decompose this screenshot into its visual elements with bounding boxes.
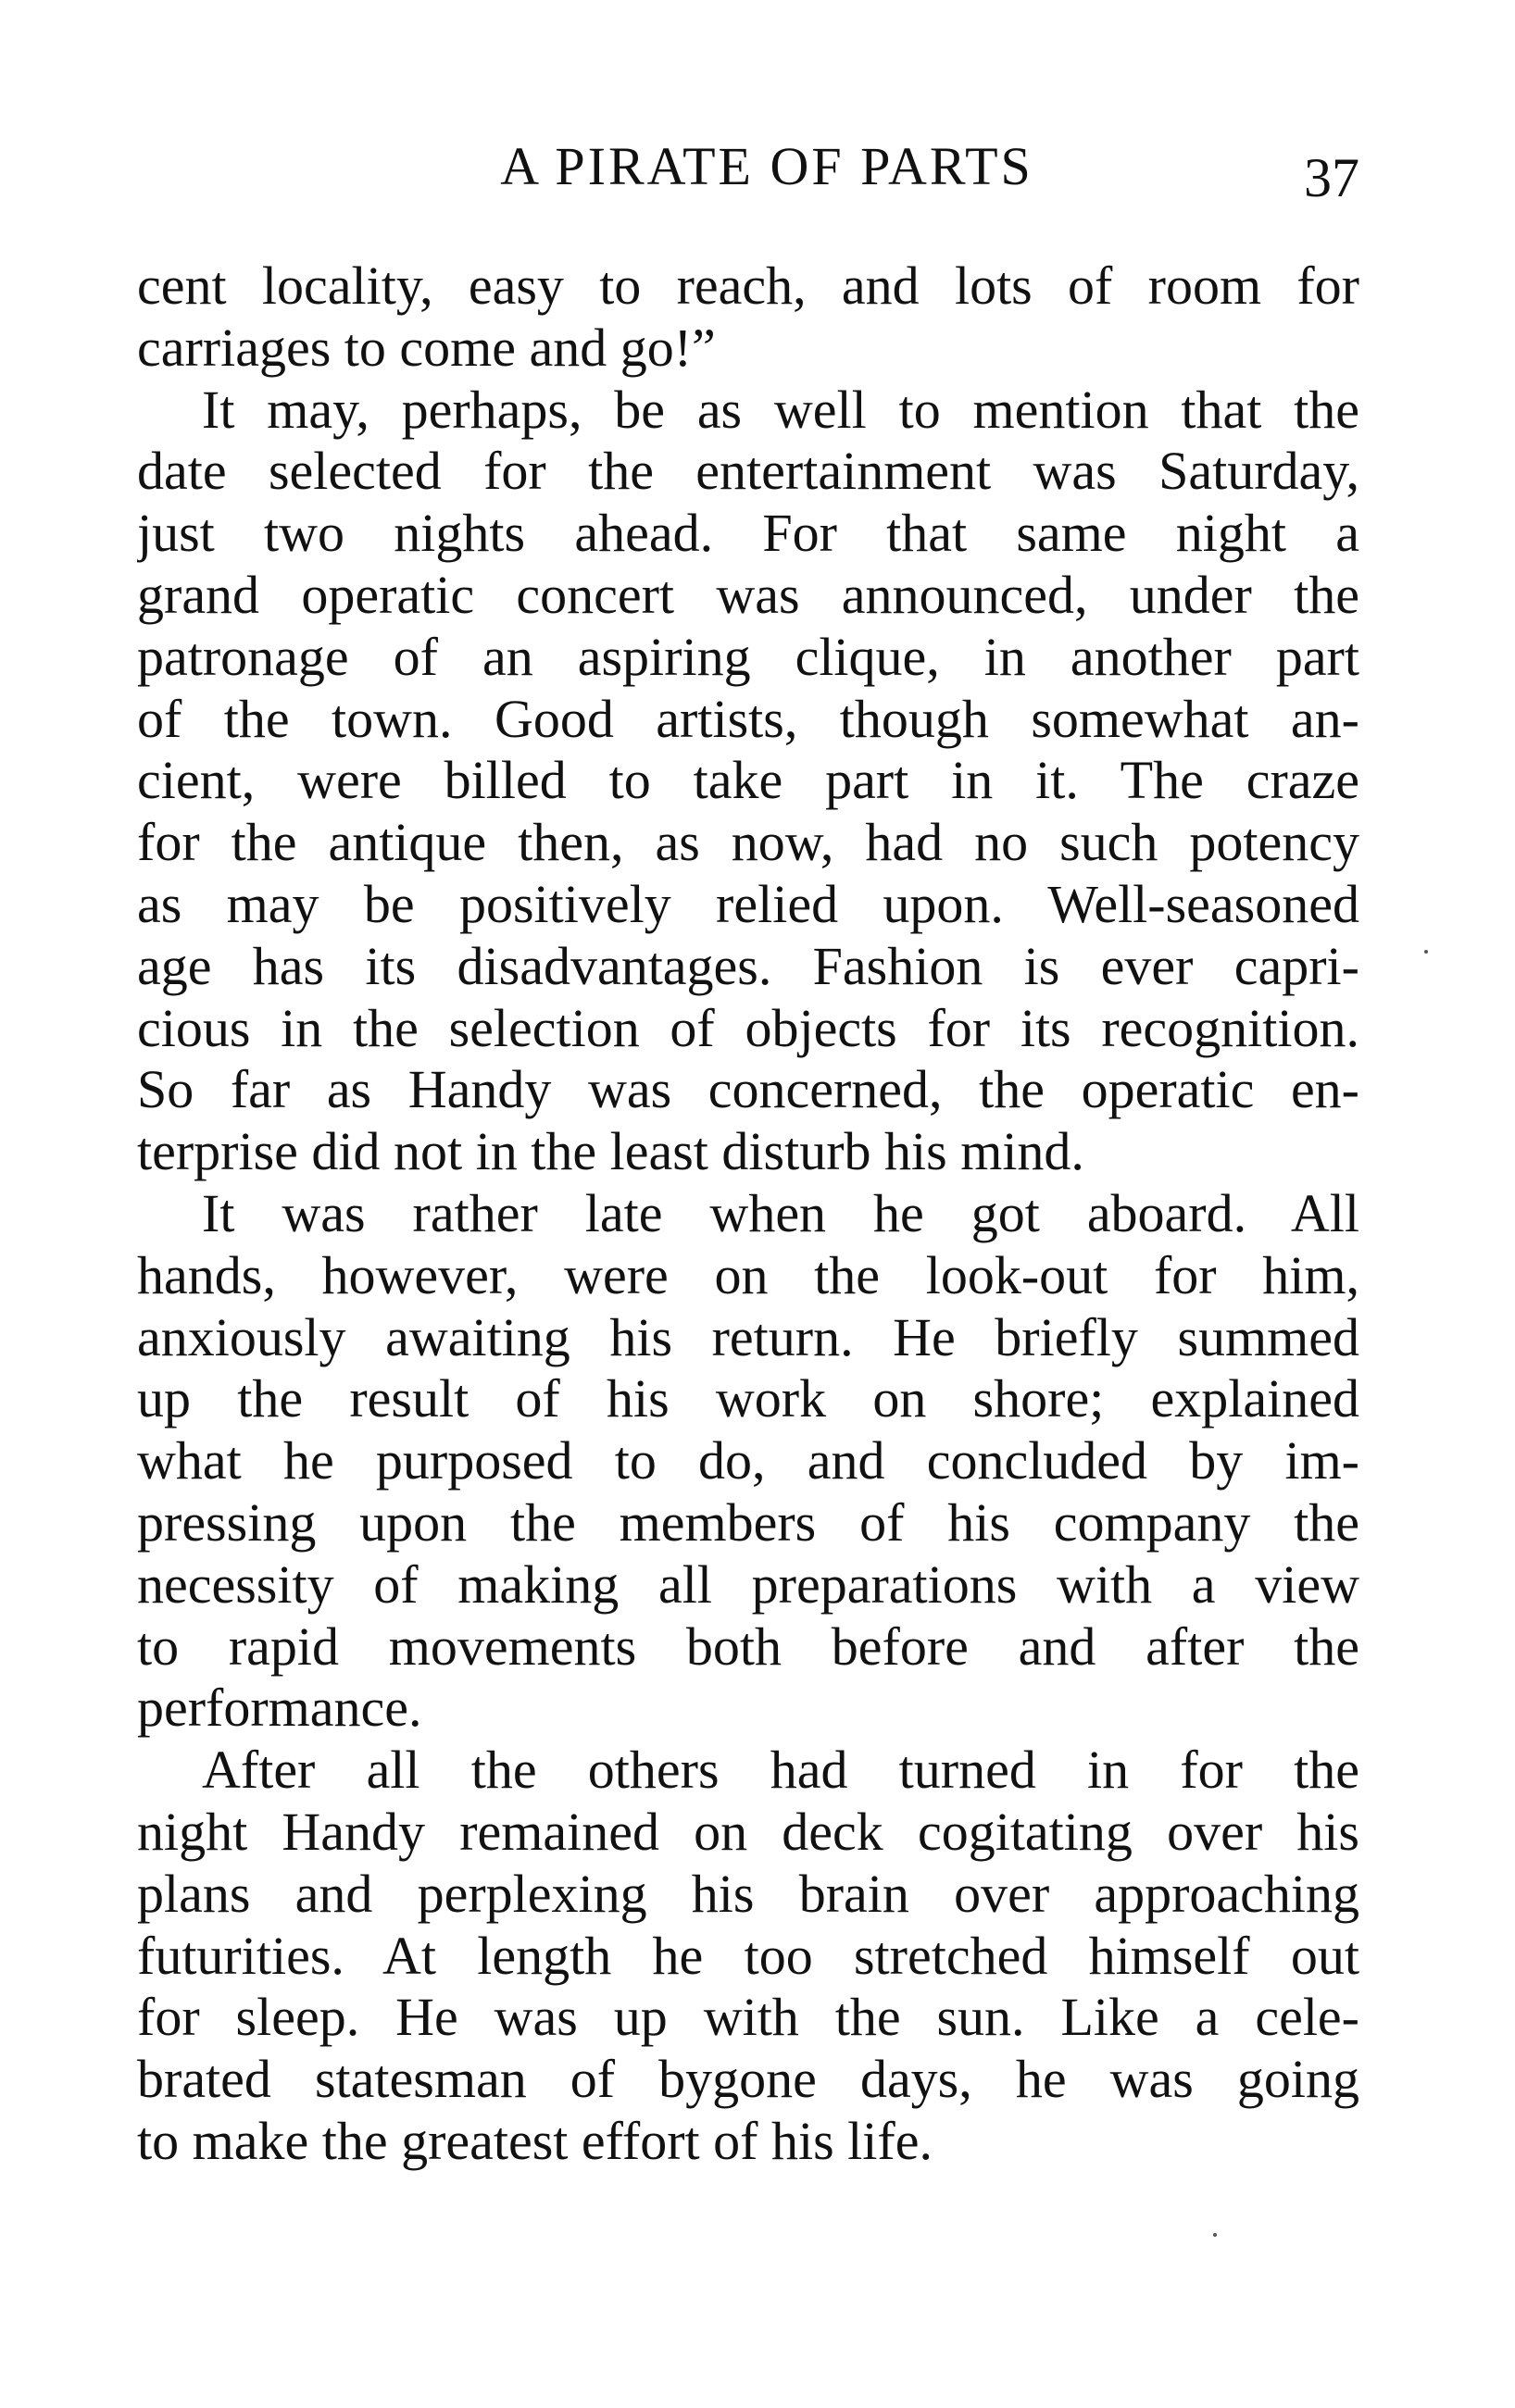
page-number: 37 xyxy=(1304,147,1359,208)
text-line: brated statesman of bygone days, he was going xyxy=(137,2049,1359,2110)
text-line: age has its disadvantages. Fashion is ever capri- xyxy=(137,935,1359,996)
text-line: carriages to come and go!” xyxy=(137,317,716,378)
text-line: cious in the selection of objects for its recognition. xyxy=(137,997,1359,1058)
text-line: to make the greatest effort of his life. xyxy=(137,2110,933,2171)
text-line: After all the others had turned in for the xyxy=(202,1740,1359,1801)
text-line: necessity of making all preparations with a view xyxy=(137,1553,1359,1615)
text-line: for the antique then, as now, had no such potency xyxy=(137,812,1359,873)
paragraph xyxy=(137,256,1359,380)
text-line: patronage of an aspiring clique, in another part xyxy=(137,626,1359,687)
paragraph xyxy=(137,1740,1359,2173)
body-text xyxy=(137,256,1359,2173)
text-line: hands, however, were on the look-out for him, xyxy=(137,1244,1359,1305)
text-line: performance. xyxy=(137,1678,422,1739)
print-speck xyxy=(1424,950,1428,954)
text-line: cent locality, easy to reach, and lots of room for xyxy=(137,256,1359,316)
text-line: It was rather late when he got aboard. All xyxy=(202,1182,1359,1243)
text-line: grand operatic concert was announced, under the xyxy=(137,564,1359,625)
text-line: cient, were billed to take part in it. The craze xyxy=(137,750,1359,811)
print-speck xyxy=(1213,2233,1217,2237)
text-line: of the town. Good artists, though somewhat an- xyxy=(137,688,1359,749)
text-line: date selected for the entertainment was Saturday, xyxy=(137,441,1359,502)
page-header xyxy=(137,130,1359,208)
text-line: up the result of his work on shore; explained xyxy=(137,1368,1359,1429)
running-title: A PIRATE OF PARTS xyxy=(500,136,1033,196)
text-line: to rapid movements both before and after the xyxy=(137,1616,1359,1677)
text-line: So far as Handy was concerned, the operatic en- xyxy=(137,1059,1359,1120)
text-line: anxiously awaiting his return. He briefly summed xyxy=(137,1306,1359,1367)
text-line: futurities. At length he too stretched himself out xyxy=(137,1925,1359,1986)
text-line: what he purposed to do, and concluded by im- xyxy=(137,1430,1359,1491)
text-line: terprise did not in the least disturb his mind. xyxy=(137,1121,1084,1182)
text-line: plans and perplexing his brain over approaching xyxy=(137,1863,1359,1924)
paragraph xyxy=(137,1183,1359,1740)
text-line: night Handy remained on deck cogitating over his xyxy=(137,1801,1359,1862)
text-line: just two nights ahead. For that same night a xyxy=(137,503,1359,564)
text-line: pressing upon the members of his company the xyxy=(137,1491,1359,1553)
text-line: It may, perhaps, be as well to mention that the xyxy=(202,379,1359,440)
paragraph xyxy=(137,380,1359,1183)
text-line: for sleep. He was up with the sun. Like a cele- xyxy=(137,1987,1359,2048)
text-line: as may be positively relied upon. Well-seasoned xyxy=(137,873,1359,934)
